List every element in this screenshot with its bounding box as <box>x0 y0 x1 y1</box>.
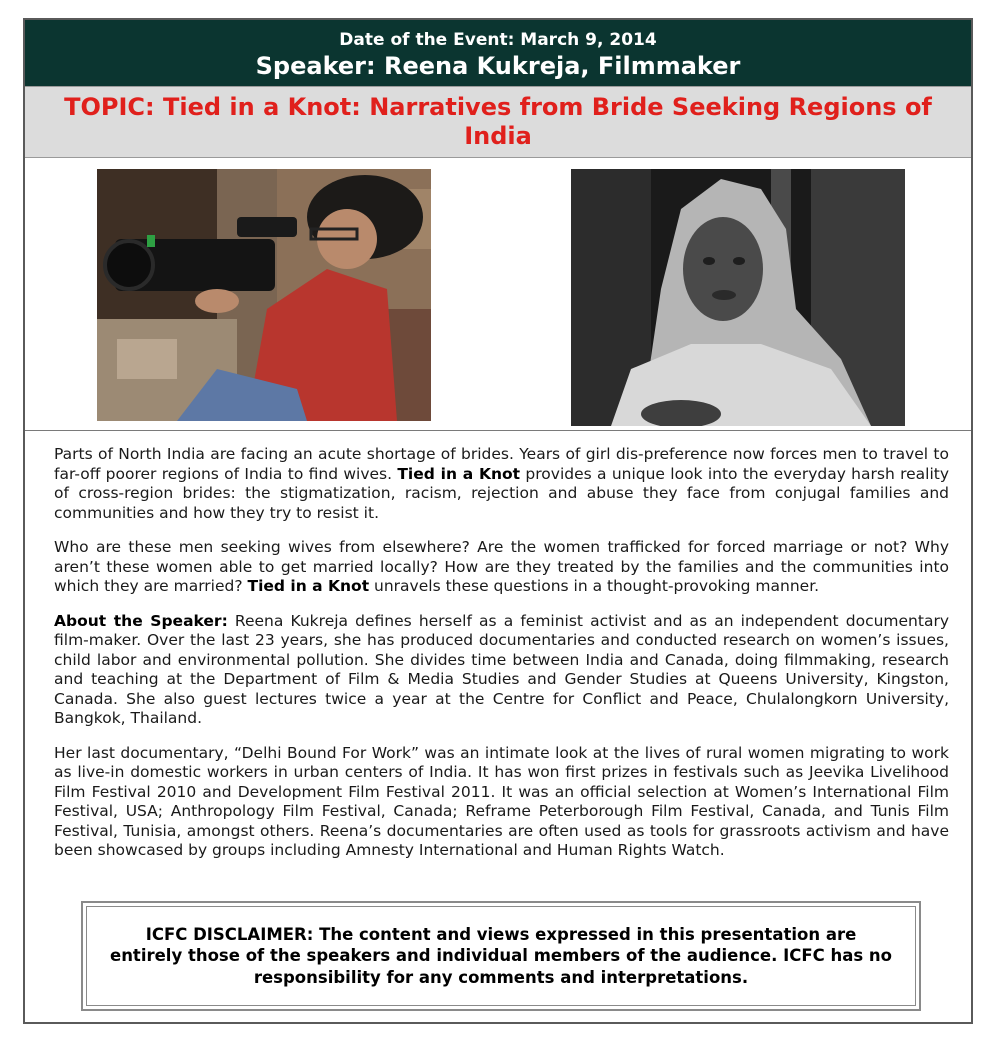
paragraph-about-speaker <box>54 612 949 729</box>
disclaimer-box <box>81 901 921 1011</box>
documentary-text: Her last documentary, “Delhi Bound For Work” was an intimate look at the lives of rural women migrating to work as live-in domestic workers in urban centers of India. It has won first prizes in festivals such as Jeevika Livelihood Film Festival 2010 and Development Film Festival 2011. It was an official selection at Women’s International Film Festival, USA; Anthropology Film Festival, Canada; Reframe Peterborough Film Festival, Canada, and Tunis Film Festival, Tunisia, amongst others. Reena’s documentaries are often used as tools for grassroots activism and have been showcased by groups including Amnesty International and Human Rights Watch. <box>54 743 949 859</box>
about-speaker-label: About the Speaker: <box>54 611 228 630</box>
paragraph-intro <box>54 445 949 523</box>
event-date: Date of the Event: March 9, 2014 <box>339 30 657 50</box>
disclaimer-text: ICFC DISCLAIMER: The content and views expressed in this presentation are entirely those of the speakers and individual members of the audience. ICFC has no responsibility for any comments and interpretations. <box>86 906 916 1006</box>
paragraph-questions <box>54 538 949 597</box>
speaker-name: Speaker: Reena Kukreja, Filmmaker <box>255 52 741 80</box>
film-title-bold: Tied in a Knot <box>247 577 370 595</box>
paragraph-documentary <box>54 744 949 861</box>
about-speaker-text: Reena Kukreja defines herself as a feminist activist and as an independent documentary film-maker. Over the last 23 years, she has produced documentaries and conducted research on women’s issues, child labor and environmental pollution. She divides time between India and Canada, doing filmmaking, research and teaching at the Department of Film & Media Studies and Gender Studies at Queens University, Kingston, Canada. She also guest lectures twice a year at the Centre for Conflict and Peace, Chulalongkorn University, Bangkok, Thailand. <box>54 611 949 727</box>
topic-bar <box>25 86 971 158</box>
photo-woman-portrait <box>571 169 905 426</box>
header-banner <box>25 20 971 86</box>
section-divider <box>25 430 971 431</box>
intro-text-start: Parts of North India are facing an acute shortage of brides. Years of girl dis-preference now forces men to travel to far-off poorer regions of India to find wives. <box>54 445 949 483</box>
topic-title: TOPIC: Tied in a Knot: Narratives from Bride Seeking Regions of India <box>64 93 932 150</box>
intro-text-end: provides a unique look into the everyday harsh reality of cross-region brides: the stigmatization, racism, rejection and abuse they face from conjugal families and communities and how they try to resist it. <box>54 464 950 522</box>
questions-text-end: unravels these questions in a thought-provoking manner. <box>369 577 820 595</box>
event-description <box>54 445 949 876</box>
film-title-bold: Tied in a Knot <box>397 464 521 483</box>
questions-text-start: Who are these men seeking wives from elsewhere? Are the women trafficked for forced marriage or not? Why aren’t these women able to get married locally? How are they treated by the families and the communities into which they are married? <box>54 538 949 595</box>
photo-filmmaker-with-camera <box>97 169 431 421</box>
event-flyer <box>23 18 973 1024</box>
